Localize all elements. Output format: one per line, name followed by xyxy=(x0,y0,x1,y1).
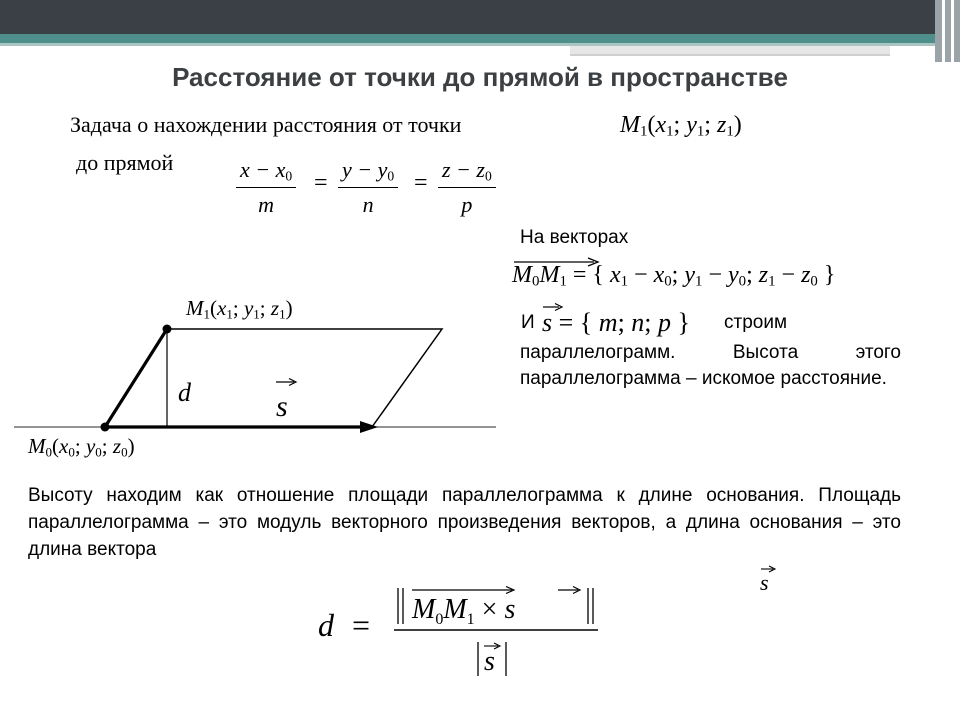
numerator-cross-product: $M_0M_1 \times s$ xyxy=(412,594,516,628)
line-eq-den-m: m xyxy=(258,192,275,218)
point-m0 xyxy=(101,423,110,432)
line-eq-num-y: y − y xyxy=(342,157,388,182)
explanation-paragraph: Высоту находим как отношение площади параллелограмма к длине основания. Площадь параллелограмма – это модуль векторного произведения векторов, а длина основания – это длина вектора xyxy=(28,485,901,560)
point-m1-expression: $M_1(x_1$; $y_1$; $z_1$) xyxy=(620,112,742,140)
vector-s-label: s xyxy=(276,390,288,423)
and-label: И xyxy=(521,312,535,333)
point-m0-label: $M_0(x_0$; $y_0$; $z_0$) xyxy=(28,434,135,460)
denominator-abs-s: s xyxy=(484,646,495,677)
svg-text:=: = xyxy=(352,607,371,643)
formula-d: d xyxy=(318,607,334,643)
vector-m0m1 xyxy=(105,329,167,427)
line-eq-fraction-y: $y - y_0$ n xyxy=(338,157,398,218)
task-statement-line2: до прямой xyxy=(76,150,174,175)
parallelogram-description: параллелограмм. Высота этого параллелограмма – искомое расстояние. xyxy=(520,342,901,389)
equals-sign: = xyxy=(414,170,428,196)
header-banner xyxy=(0,0,960,62)
line-eq-den-p: p xyxy=(461,192,473,218)
task-statement: Задача о нахождении расстояния от точки xyxy=(70,112,462,137)
m1-symbol: M xyxy=(620,112,640,138)
slide-title: Расстояние от точки до прямой в пространстве xyxy=(172,62,788,92)
line-eq-den-n: n xyxy=(362,192,374,218)
point-m1-label: $M_1(x_1$; $y_1$; $z_1$) xyxy=(186,296,293,322)
vector-s-formula: s = { m; n; p } xyxy=(542,308,691,337)
vector-m0m1-formula: $M_0M_1$ = { $x_1 - x_0$; $y_1 - y_0$; $z_1 - z_0$ } xyxy=(512,262,836,290)
line-eq-num-z: z − z xyxy=(442,157,485,182)
line-eq-fraction-z: $z - z_0$ p xyxy=(438,157,496,218)
vector-s-inline: s xyxy=(760,570,769,595)
distance-d-label: d xyxy=(178,378,191,407)
line-eq-fraction-x: $x - x_0$ m xyxy=(236,157,296,218)
build-label: строим xyxy=(724,312,788,333)
parallelogram-outline xyxy=(167,329,442,427)
equals-sign: = xyxy=(314,170,328,196)
line-eq-num-x: x − x xyxy=(240,157,286,182)
vectors-label: На векторах xyxy=(520,227,629,248)
point-m1 xyxy=(163,325,172,334)
distance-formula xyxy=(312,584,612,684)
